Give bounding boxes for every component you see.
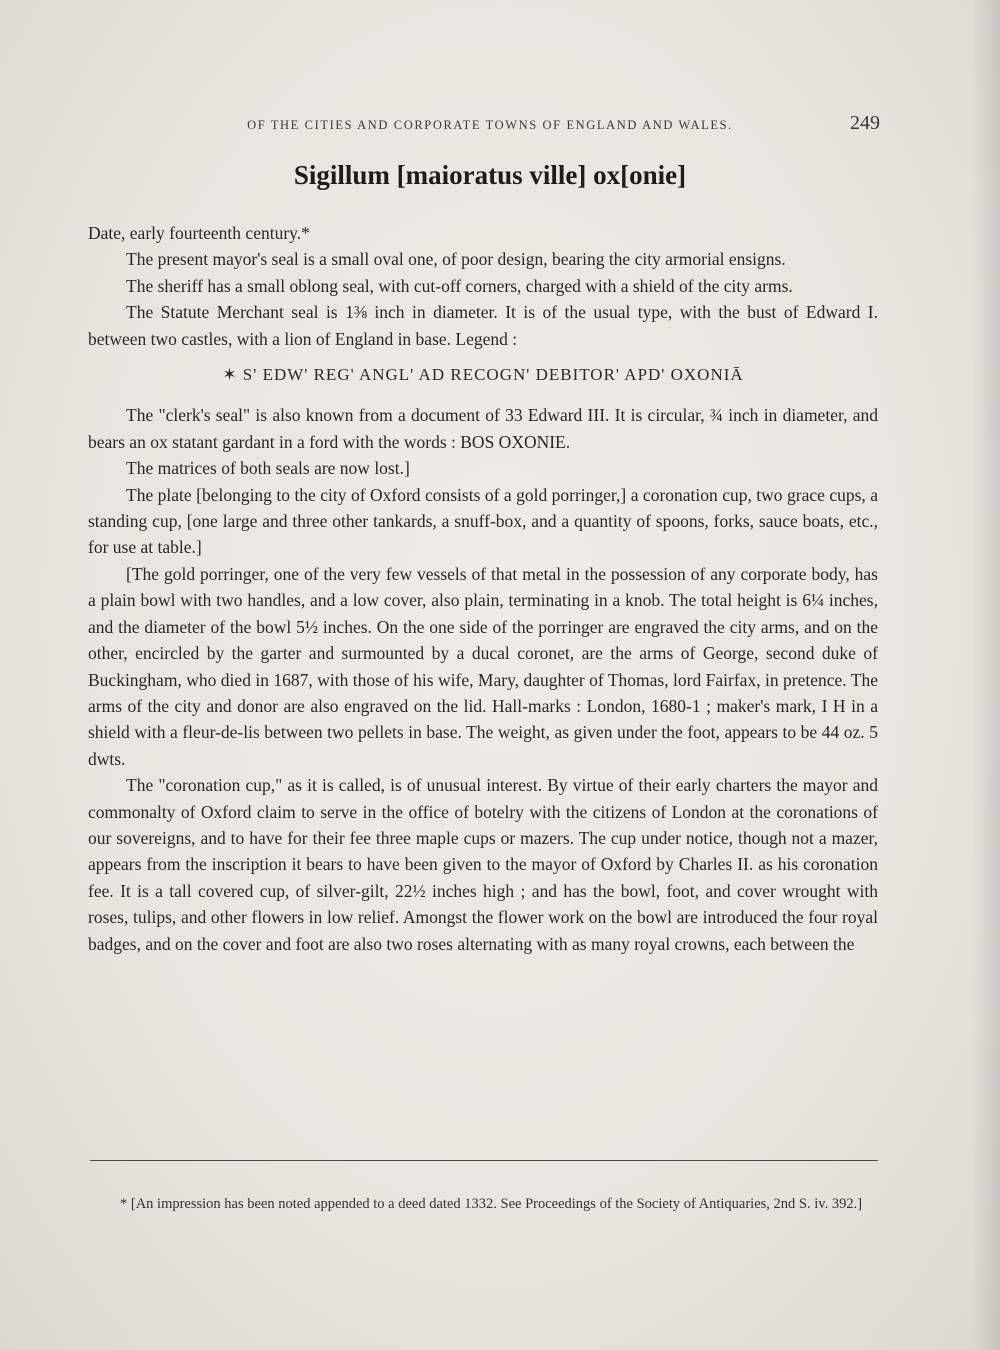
paragraph: The matrices of both seals are now lost.] — [126, 458, 410, 479]
footnote: * [An impression has been noted appended to a deed dated 1332. See Proceedings of the Society of Antiquaries, 2nd S. iv. 392.] — [120, 1196, 863, 1212]
running-header: OF THE CITIES AND CORPORATE TOWNS OF ENGLAND AND WALES. — [247, 118, 733, 132]
section-title: Sigillum [maioratus ville] ox[onie] — [293, 160, 687, 190]
paragraph: The "coronation cup," as it is called, is of unusual interest. By virtue of their early charters the mayor and commonalty of Oxford claim to serve in the office of botelry with the citizens of London at the coronations of our sovereigns, and to have for their fee three maple cups or mazers. The cup under notice, though not a mazer, appears from the inscription it bears to have been given to the mayor of Oxford by Charles II. as his coronation fee. It is a tall covered cup, of silver-gilt, 22½ inches high ; and has the bowl, foot, and cover wrought with roses, tulips, and other flowers in low relief. Amongst the flower work on the bowl are introduced the four royal badges, and on the cover and foot are also two roses alternating with as many royal crowns, each between the — [88, 775, 878, 954]
paragraph: The "clerk's seal" is also known from a document of 33 Edward III. It is circular, ¾ inch in diameter, and bears an ox statant gardant in a ford with the words : BOS OXONIE. — [88, 405, 878, 452]
footnote-divider — [90, 1160, 878, 1161]
paragraph: Date, early fourteenth century.* — [88, 223, 310, 243]
paragraph: The present mayor's seal is a small oval one, of poor design, bearing the city armorial ensigns. — [126, 249, 786, 270]
paragraph: The sheriff has a small oblong seal, with cut-off corners, charged with a shield of the city arms. — [126, 275, 793, 296]
seal-legend: ✶ S' EDW' REG' ANGL' AD RECOGN' DEBITOR' APD' OXONIĀ — [222, 365, 744, 385]
paragraph: [The gold porringer, one of the very few vessels of that metal in the possession of any corporate body, has a plain bowl with two handles, and a low cover, also plain, terminating in a knob. The total height is 6¼ inches, and the diameter of the bowl 5½ inches. On the one side of the porringer are engraved the city arms, and on the other, encircled by the garter and surmounted by a ducal coronet, are the arms of George, second duke of Buckingham, who died in 1687, with those of his wife, Mary, daughter of Thomas, lord Fairfax, in pretence. The arms of the city and donor are also engraved on the lid. Hall-marks : London, 1680-1 ; maker's mark, I H in a shield with a fleur-de-lis between two pellets in base. The weight, as given under the foot, appears to be 44 oz. 5 dwts. — [88, 563, 878, 769]
paragraph: The Statute Merchant seal is 1⅜ inch in diameter. It is of the usual type, with the bust of Edward I. between two castles, with a lion of England in base. Legend : — [88, 302, 878, 349]
page-edge-shadow — [972, 0, 1000, 1350]
page-number: 249 — [850, 112, 880, 134]
paragraph: The plate [belonging to the city of Oxford consists of a gold porringer,] a coronation cup, two grace cups, a standing cup, [one large and three other tankards, a snuff-box, and a quantity of spoons, forks, sauce boats, etc., for use at table.] — [88, 484, 878, 558]
body-text — [88, 220, 878, 957]
